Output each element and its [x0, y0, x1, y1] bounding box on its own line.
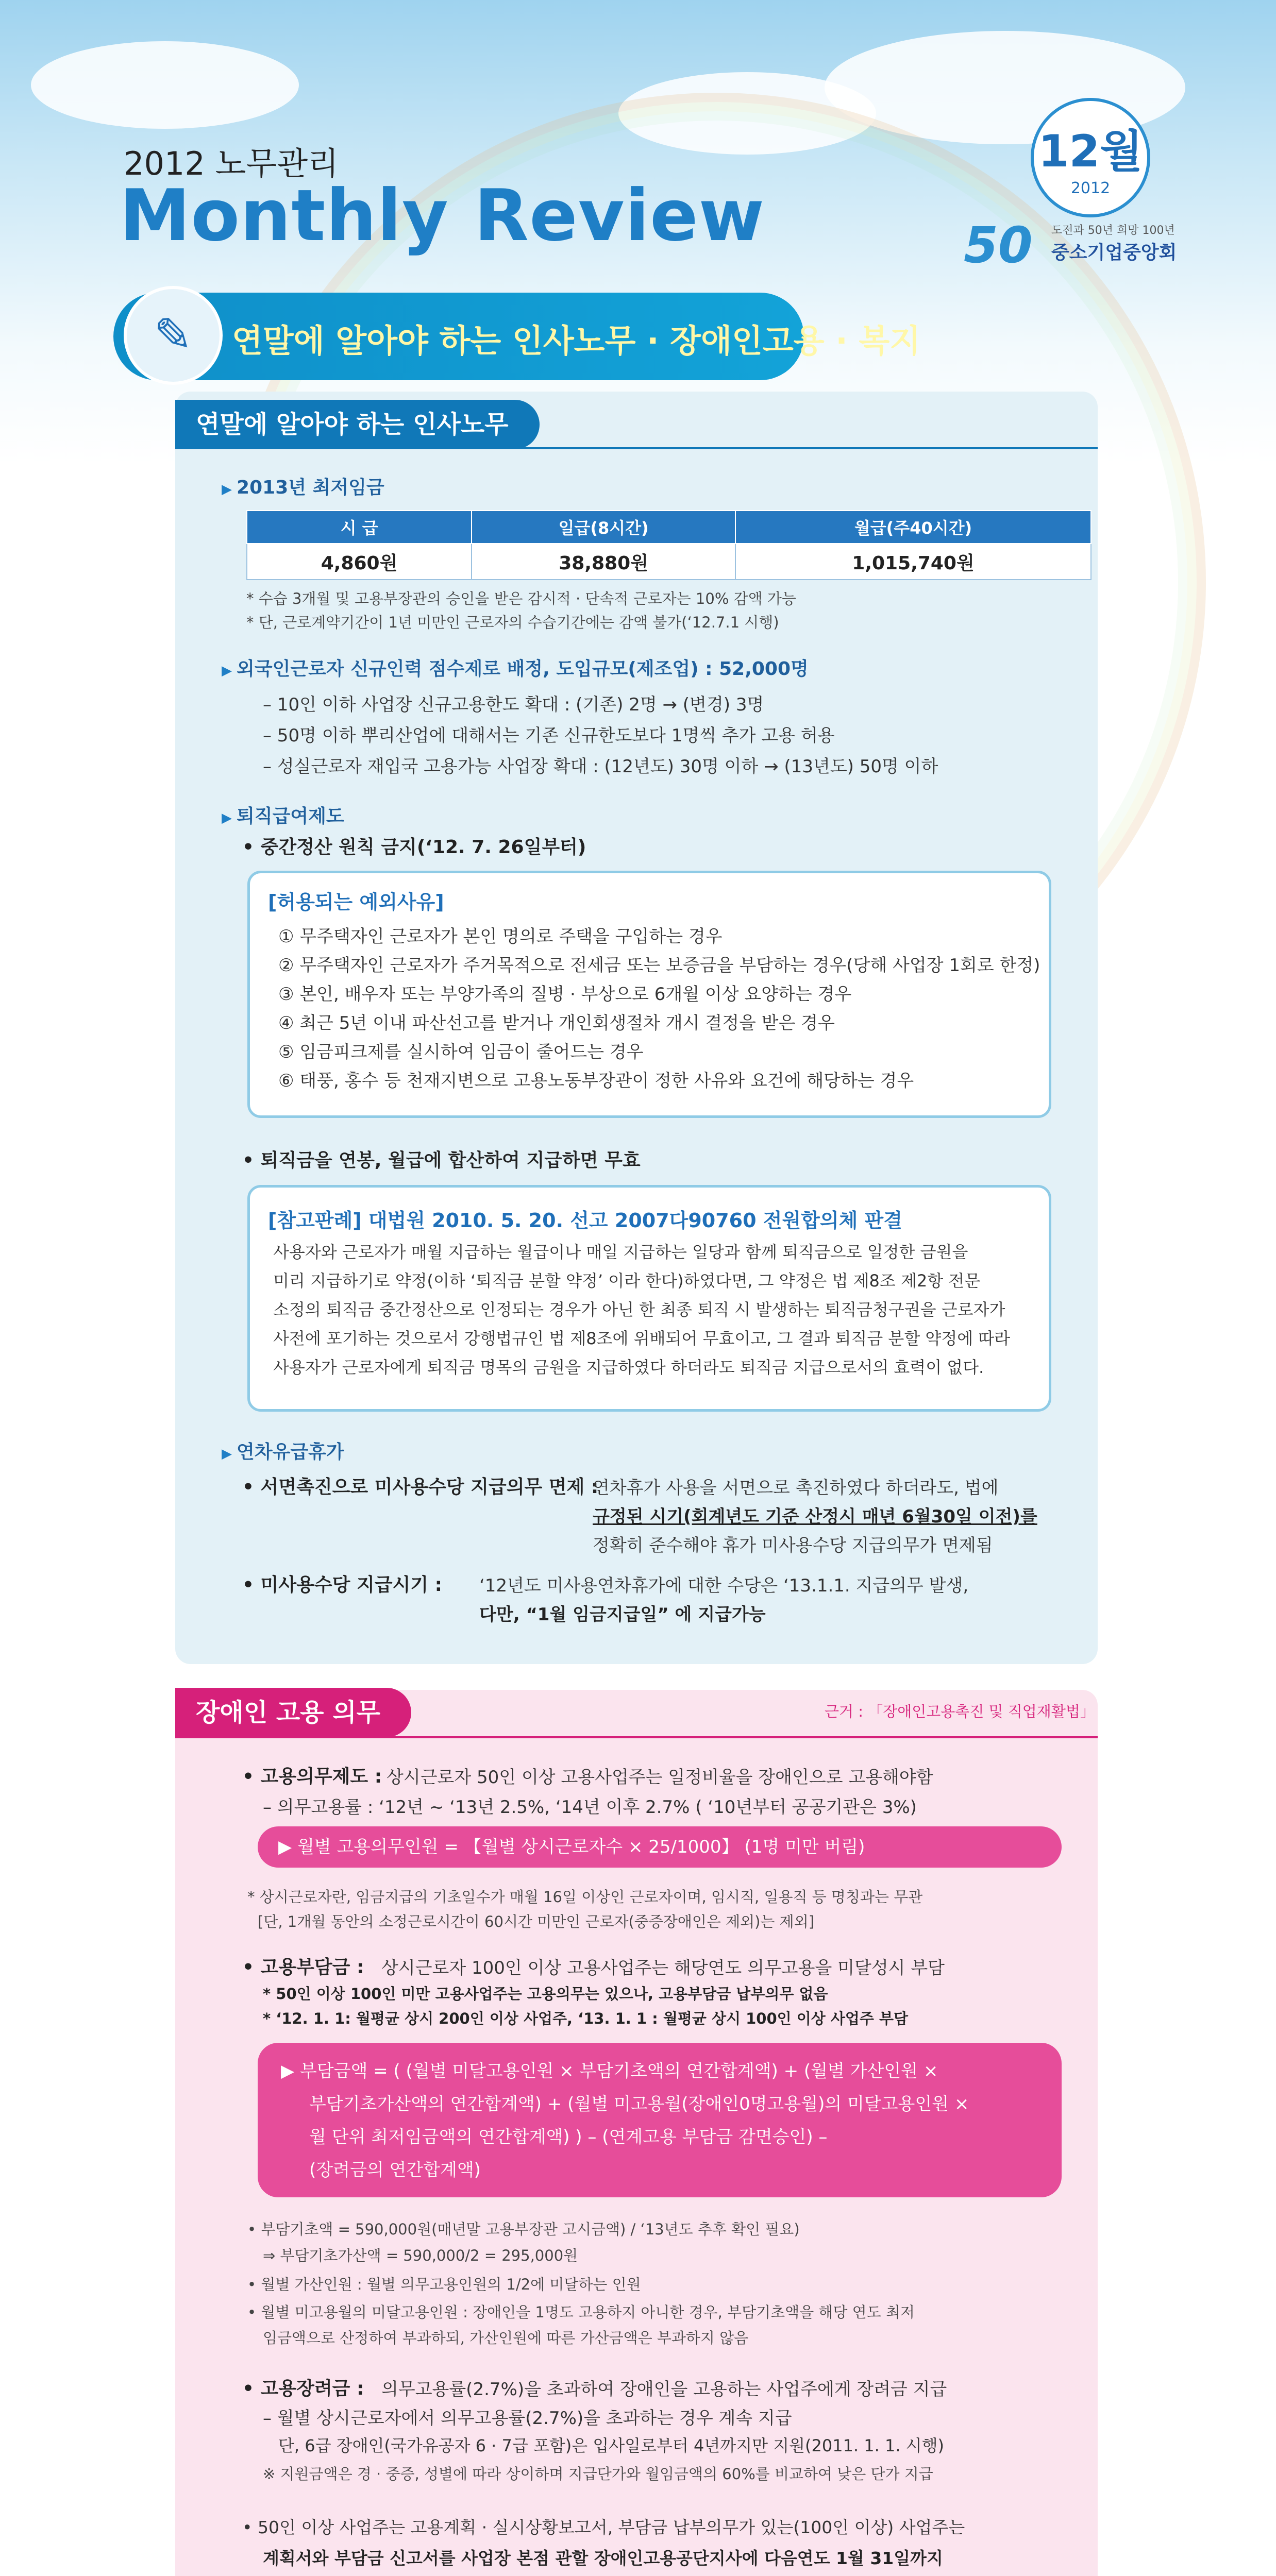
month-badge — [1031, 98, 1150, 217]
definition-line: • 월별 가산인원 : 월별 의무고용인원의 1/2에 미달하는 인원 — [247, 2276, 641, 2293]
system-label: • 고용의무제도 : — [242, 1766, 382, 1787]
annual-leave-line: 다만, “1월 임금지급일” 에 지급가능 — [479, 1604, 766, 1625]
report-duty-line: • 50인 이상 사업주는 고용계획 · 실시상황보고서, 부담금 납부의무가 있는(100인 이상) 사업주는 — [242, 2517, 965, 2537]
annual-leave-label: • 미사용수당 지급시기 : — [242, 1574, 442, 1596]
levy-formula-line: 월 단위 최저임금액의 연간합계액) ) – (연계고용 부담금 감면승인) – — [309, 2127, 828, 2147]
table-row — [247, 544, 1091, 580]
section-divider — [175, 447, 1098, 449]
report-duty-line: 계획서와 부담금 신고서를 사업장 본점 관할 장애인고용공단지사에 다음연도 1월 31일까지 — [263, 2548, 943, 2568]
definition-line: ⇒ 부담기초가산액 = 590,000/2 = 295,000원 — [263, 2247, 578, 2264]
severance-point: • 퇴직금을 연봉, 월급에 합산하여 지급하면 무효 — [242, 1150, 641, 1171]
foreign-worker-heading: ▶ 외국인근로자 신규인력 점수제로 배정, 도입규모(제조업) : 52,000명 — [222, 654, 809, 681]
section-hr-tab: 연말에 알아야 하는 인사노무 — [175, 400, 540, 449]
table-cell: 38,880원 — [472, 544, 735, 580]
min-wage-table — [246, 510, 1092, 580]
incentive-line: ※ 지원금액은 경 · 중증, 성별에 따라 상이하며 지급단가와 월임금액의 60%를 비교하여 낮은 단가 지급 — [263, 2465, 933, 2483]
precedent-box-title: [참고판례] 대법원 2010. 5. 20. 선고 2007다90760 전원합의체 판결 — [268, 1209, 902, 1232]
severance-point: • 중간정산 원칙 금지(‘12. 7. 26일부터) — [242, 837, 586, 858]
severance-heading: ▶ 퇴직급여제도 — [222, 802, 344, 828]
header-year: 2012 노무관리 — [124, 145, 339, 182]
section-disability-tab: 장애인 고용 의무 — [175, 1688, 411, 1737]
precedent-line: 소정의 퇴직금 중간정산으로 인정되는 경우가 아닌 한 최종 퇴직 시 발생하는 퇴직금청구권을 근로자가 — [273, 1300, 1005, 1319]
levy-formula-line: 부담기초가산액의 연간합계액) + (월별 미고용월(장애인0명고용월)의 미달고용인원 × — [309, 2094, 969, 2114]
annual-leave-line: ‘12년도 미사용연차휴가에 대한 수당은 ‘13.1.1. 지급의무 발생, — [479, 1575, 969, 1596]
logo-caption: 도전과 50년 희망 100년 — [1051, 224, 1175, 237]
anniversary-logo: 50 — [964, 216, 1033, 274]
levy-label: • 고용부담금 : — [242, 1957, 364, 1978]
precedent-line: 사용자가 근로자에게 퇴직금 명목의 금원을 지급하였다 하더라도 퇴직금 지급으로서의 효력이 없다. — [273, 1358, 984, 1377]
column-header: 시 급 — [247, 511, 472, 544]
levy-text: 상시근로자 100인 이상 고용사업주는 해당연도 의무고용을 미달성시 부담 — [381, 1958, 945, 1978]
exception-item: ③ 본인, 배우자 또는 부양가족의 질병 · 부상으로 6개월 이상 요양하는 경우 — [278, 984, 852, 1005]
annual-leave-line: 정확히 준수해야 휴가 미사용수당 지급의무가 면제됨 — [593, 1535, 993, 1556]
exception-item: ⑥ 태풍, 홍수 등 천재지변으로 고용노동부장관이 정한 사유와 요건에 해당하는 경우 — [278, 1071, 914, 1091]
exception-box-title: [허용되는 예외사유] — [268, 891, 444, 913]
levy-formula-line: (장려금의 연간합계액) — [309, 2160, 481, 2180]
min-wage-heading: ▶ 2013년 최저임금 — [222, 473, 384, 499]
quota-formula: ▶ 월별 고용의무인원 = 【월별 상시근로자수 × 25/1000】 (1명 미만 버림) — [258, 1826, 1062, 1868]
foreign-line: – 50명 이하 뿌리산업에 대해서는 기존 신규한도보다 1명씩 추가 고용 허용 — [263, 725, 835, 746]
banner-text: 연말에 알아야 하는 인사노무 · 장애인고용 · 복지 — [232, 322, 921, 360]
legal-basis: 근거 : 「장애인고용촉진 및 직업재활법」 — [825, 1703, 1095, 1720]
month-label: 12월 — [1038, 126, 1143, 177]
note-line: [단, 1개월 동안의 소정근로시간이 60시간 미만인 근로자(중증장애인은 제외)는 제외] — [258, 1913, 815, 1930]
incentive-line: – 월별 상시근로자에서 의무고용률(2.7%)을 초과하는 경우 계속 지급 — [263, 2408, 792, 2429]
exception-item: ① 무주택자인 근로자가 본인 명의로 주택을 구입하는 경우 — [278, 926, 723, 947]
exception-item: ④ 최근 5년 이내 파산선고를 받거나 개인회생절차 개시 결정을 받은 경우 — [278, 1013, 835, 1033]
precedent-line: 미리 지급하기로 약정(이하 ‘퇴직금 분할 약정’ 이라 한다)하였다면, 그 약정은 법 제8조 제2항 전문 — [273, 1271, 981, 1291]
cloud-decoration — [31, 41, 299, 129]
foreign-line: – 성실근로자 재입국 고용가능 사업장 확대 : (12년도) 30명 이하 → (13년도) 50명 이하 — [263, 756, 938, 777]
annual-leave-line: 연차휴가 사용을 서면으로 촉진하였다 하더라도, 법에 — [593, 1478, 999, 1498]
definition-line: 임금액으로 산정하여 부과하되, 가산인원에 따른 가산금액은 부과하지 않음 — [263, 2329, 749, 2347]
definition-line: • 월별 미고용월의 미달고용인원 : 장애인을 1명도 고용하지 아니한 경우, 부담기초액을 해당 연도 최저 — [247, 2303, 915, 2321]
precedent-line: 사전에 포기하는 것으로서 강행법규인 법 제8조에 위배되어 무효이고, 그 결과 퇴직금 분할 약정에 따라 — [273, 1329, 1011, 1348]
rate-text: – 의무고용률 : ‘12년 ~ ‘13년 2.5%, ‘14년 이후 2.7% ( ‘10년부터 공공기관은 3%) — [263, 1797, 917, 1818]
annual-leave-line: 규정된 시기(회계년도 기준 산정시 매년 6월30일 이전)를 — [593, 1506, 1037, 1527]
column-header: 월급(주40시간) — [735, 511, 1091, 544]
note-line: * 수습 3개월 및 고용부장관의 승인을 받은 감시적 · 단속적 근로자는 10% 감액 가능 — [246, 590, 796, 607]
levy-formula-line: ▶ 부담금액 = ( (월별 미달고용인원 × 부담기초액의 연간합계액) + (월별 가산인원 × — [281, 2061, 938, 2081]
section-divider — [175, 1736, 1098, 1738]
book-icon: ✎ — [124, 286, 223, 385]
incentive-line: 단, 6급 장애인(국가유공자 6 · 7급 포함)은 입사일로부터 4년까지만 지원(2011. 1. 1. 시행) — [278, 2436, 944, 2455]
org-name: 중소기업중앙회 — [1051, 242, 1177, 263]
levy-note: * 50인 이상 100인 미만 고용사업주는 고용의무는 있으나, 고용부담금 납부의무 없음 — [263, 1985, 828, 2003]
foreign-line: – 10인 이하 사업장 신규고용한도 확대 : (기존) 2명 → (변경) 3명 — [263, 694, 764, 715]
badge-year: 2012 — [1070, 179, 1111, 197]
levy-note: * ‘12. 1. 1: 월평균 상시 200인 이상 사업주, ‘13. 1. 1 : 월평균 상시 100인 이상 사업주 부담 — [263, 2010, 909, 2027]
incentive-text: 의무고용률(2.7%)을 초과하여 장애인을 고용하는 사업주에게 장려금 지급 — [381, 2379, 947, 2400]
table-header-row — [247, 511, 1091, 544]
table-cell: 1,015,740원 — [735, 544, 1091, 580]
note-line: * 상시근로자란, 임금지급의 기초일수가 매월 16일 이상인 근로자이며, 임시직, 일용직 등 명칭과는 무관 — [247, 1888, 923, 1906]
system-text: 상시근로자 50인 이상 고용사업주는 일정비율을 장애인으로 고용해야함 — [387, 1767, 933, 1788]
note-line: * 단, 근로계약기간이 1년 미만인 근로자의 수습기간에는 감액 불가(‘12.7.1 시행) — [246, 614, 779, 631]
annual-leave-heading: ▶ 연차유급휴가 — [222, 1437, 344, 1464]
page-title: Monthly Review — [120, 174, 765, 257]
definition-line: • 부담기초액 = 590,000원(매년말 고용부장관 고시금액) / ‘13년도 추후 확인 필요) — [247, 2221, 800, 2238]
incentive-label: • 고용장려금 : — [242, 2378, 364, 2399]
exception-item: ② 무주택자인 근로자가 주거목적으로 전세금 또는 보증금을 부담하는 경우(당해 사업장 1회로 한정) — [278, 955, 1040, 976]
table-cell: 4,860원 — [247, 544, 472, 580]
column-header: 일급(8시간) — [472, 511, 735, 544]
exception-item: ⑤ 임금피크제를 실시하여 임금이 줄어드는 경우 — [278, 1042, 644, 1062]
annual-leave-label: • 서면촉진으로 미사용수당 지급의무 면제 : — [242, 1477, 599, 1498]
precedent-line: 사용자와 근로자가 매월 지급하는 월급이나 매일 지급하는 일당과 함께 퇴직금으로 일정한 금원을 — [273, 1242, 968, 1262]
